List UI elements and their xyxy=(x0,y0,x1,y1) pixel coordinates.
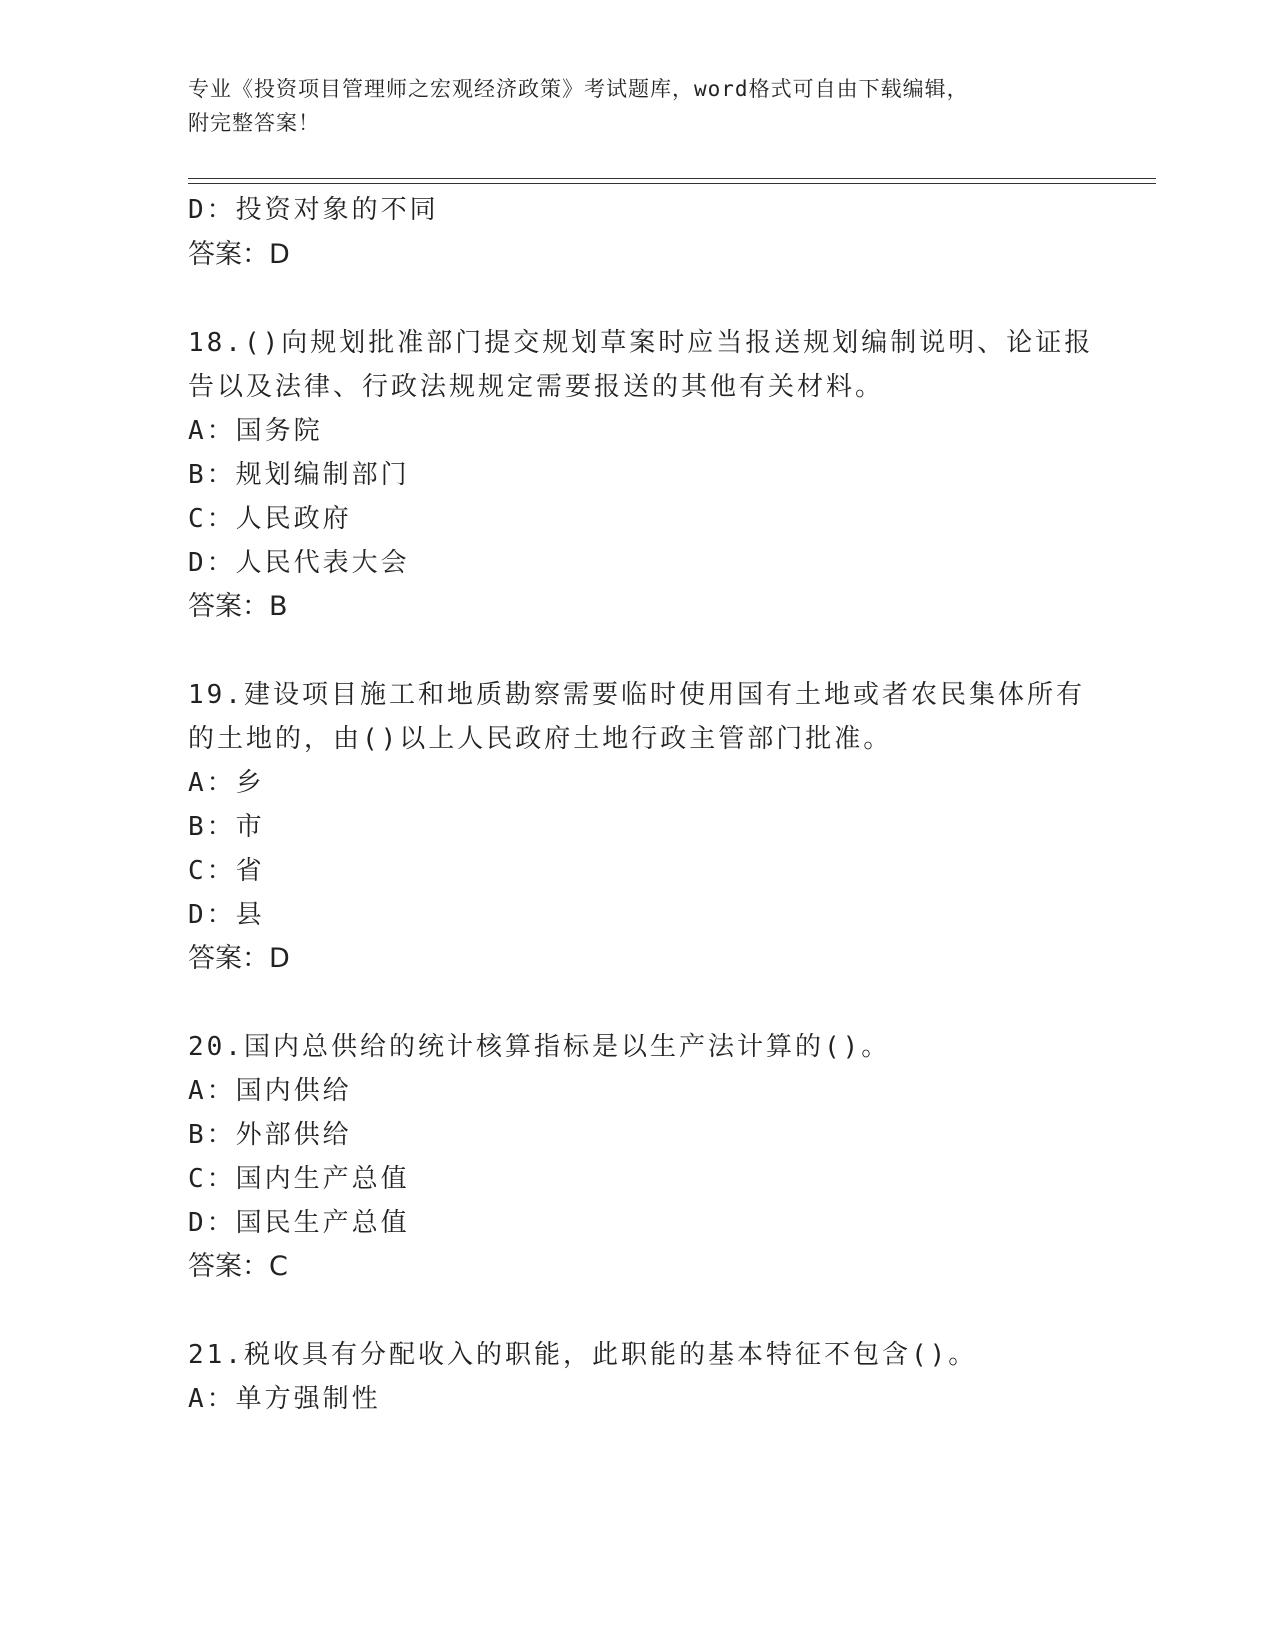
header-line-1: 专业《投资项目管理师之宏观经济政策》考试题库，word格式可自由下载编辑， xyxy=(188,77,969,101)
q18-option-c: C：人民政府 xyxy=(188,504,352,534)
q20-option-c: C：国内生产总值 xyxy=(188,1164,410,1194)
q21-option-a: A：单方强制性 xyxy=(188,1384,381,1414)
q19-option-d: D：县 xyxy=(188,900,265,930)
q18-stem-line-2: 告以及法律、行政法规规定需要报送的其他有关材料。 xyxy=(188,372,885,402)
document-header xyxy=(188,72,1068,140)
header-divider-bottom xyxy=(188,183,1156,184)
header-divider-top xyxy=(188,178,1156,179)
q19-stem-line-1: 19.建设项目施工和地质勘察需要临时使用国有土地或者农民集体所有 xyxy=(188,680,1085,710)
q18-option-d: D：人民代表大会 xyxy=(188,548,410,578)
header-line-2: 附完整答案！ xyxy=(188,111,320,135)
q19-stem-line-2: 的土地的，由()以上人民政府土地行政主管部门批准。 xyxy=(188,724,893,754)
q18-option-a: A：国务院 xyxy=(188,416,323,446)
q21-stem-line-1: 21.税收具有分配收入的职能，此职能的基本特征不包含()。 xyxy=(188,1340,978,1370)
q20-stem-line-1: 20.国内总供给的统计核算指标是以生产法计算的()。 xyxy=(188,1032,891,1062)
q19-answer: 答案：D xyxy=(188,943,290,974)
q20-option-a: A：国内供给 xyxy=(188,1076,352,1106)
q18-option-b: B：规划编制部门 xyxy=(188,460,410,490)
prev-option-d: D：投资对象的不同 xyxy=(188,195,439,225)
q18-answer: 答案：B xyxy=(188,591,288,622)
q20-answer: 答案：C xyxy=(188,1251,288,1282)
q18-stem-line-1: 18.()向规划批准部门提交规划草案时应当报送规划编制说明、论证报 xyxy=(188,328,1094,358)
prev-answer: 答案：D xyxy=(188,239,290,270)
q19-option-a: A：乡 xyxy=(188,768,265,798)
q19-option-c: C：省 xyxy=(188,856,265,886)
q19-option-b: B：市 xyxy=(188,812,265,842)
q20-option-b: B：外部供给 xyxy=(188,1120,352,1150)
q20-option-d: D：国民生产总值 xyxy=(188,1208,410,1238)
